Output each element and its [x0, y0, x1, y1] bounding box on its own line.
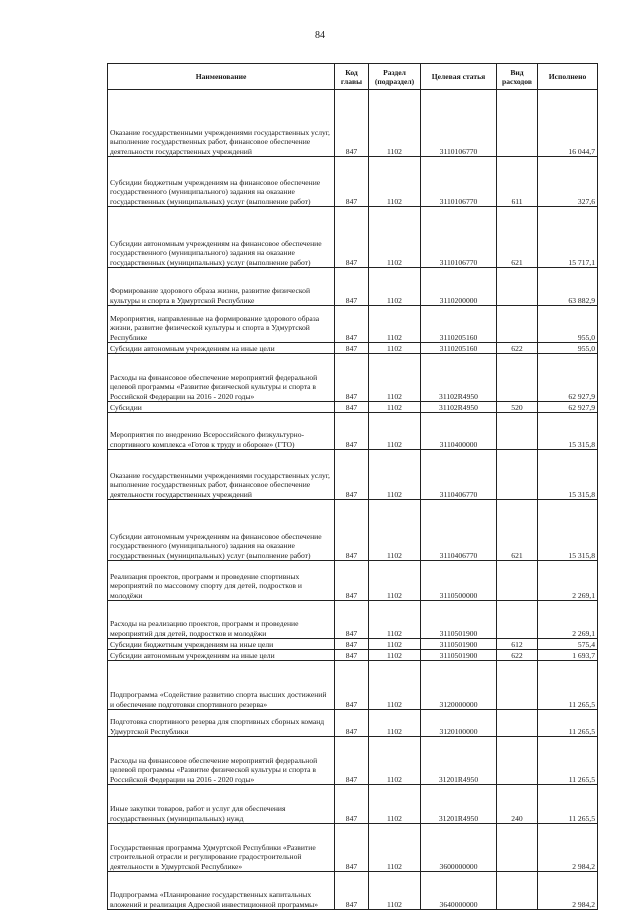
cell-section: 1102 [369, 207, 421, 268]
cell-target: 31201R4950 [421, 785, 497, 824]
cell-target: 3110106770 [421, 207, 497, 268]
cell-target: 3110501900 [421, 639, 497, 650]
cell-name: Формирование здорового образа жизни, развитие физической культуры и спорта в Удмуртской Республике [108, 268, 335, 306]
cell-type [497, 601, 538, 639]
table-row [108, 90, 598, 157]
cell-type [497, 450, 538, 500]
table-row [108, 500, 598, 561]
table-row [108, 450, 598, 500]
table-header-row [108, 64, 598, 90]
cell-code: 847 [335, 268, 369, 306]
cell-target: 3110400000 [421, 413, 497, 450]
header-executed: Исполнено [538, 64, 598, 90]
cell-name: Подпрограмма «Содействие развитию спорта высших достижений и обеспечение подготовки спортивного резерва» [108, 661, 335, 710]
table-row [108, 872, 598, 910]
cell-executed: 2 984,2 [538, 872, 598, 910]
cell-name: Расходы на финансовое обеспечение мероприятий федеральной целевой программы «Развитие физической культуры и спорта в Российской Федерации на 2016 - 2020 годы» [108, 354, 335, 402]
table-row [108, 413, 598, 450]
cell-executed: 15 315,8 [538, 500, 598, 561]
cell-type [497, 561, 538, 601]
cell-code: 847 [335, 824, 369, 872]
cell-type: 622 [497, 650, 538, 661]
cell-executed: 16 044,7 [538, 90, 598, 157]
budget-table [107, 63, 598, 910]
cell-section: 1102 [369, 354, 421, 402]
cell-type: 622 [497, 343, 538, 354]
header-target: Целевая статья [421, 64, 497, 90]
page-number: 84 [315, 30, 325, 41]
table-row [108, 268, 598, 306]
cell-type [497, 306, 538, 343]
cell-code: 847 [335, 872, 369, 910]
table-row [108, 343, 598, 354]
cell-executed: 11 265,5 [538, 710, 598, 737]
table-row [108, 737, 598, 785]
cell-name: Субсидии автономным учреждениям на иные цели [108, 343, 335, 354]
cell-type [497, 413, 538, 450]
cell-executed: 62 927,9 [538, 354, 598, 402]
cell-section: 1102 [369, 500, 421, 561]
cell-executed: 955,0 [538, 306, 598, 343]
cell-section: 1102 [369, 157, 421, 207]
cell-type [497, 661, 538, 710]
cell-code: 847 [335, 661, 369, 710]
cell-name: Субсидии автономным учреждениям на финансовое обеспечение государственного (муниципального) задания на оказание государственных (муниципальных) услуг (выполнение работ) [108, 500, 335, 561]
cell-code: 847 [335, 737, 369, 785]
table-row [108, 207, 598, 268]
cell-name: Субсидии [108, 402, 335, 413]
cell-code: 847 [335, 639, 369, 650]
cell-target: 3600000000 [421, 824, 497, 872]
cell-section: 1102 [369, 90, 421, 157]
cell-executed: 2 269,1 [538, 561, 598, 601]
table-row [108, 661, 598, 710]
cell-target: 3110205160 [421, 343, 497, 354]
cell-section: 1102 [369, 872, 421, 910]
cell-name: Оказание государственными учреждениями государственных услуг, выполнение государственных работ, финансовое обеспечение деятельности государственных учреждений [108, 450, 335, 500]
cell-name: Расходы на финансовое обеспечение мероприятий федеральной целевой программы «Развитие физической культуры и спорта в Российской Федерации на 2016 - 2020 годы» [108, 737, 335, 785]
cell-code: 847 [335, 500, 369, 561]
cell-name: Иные закупки товаров, работ и услуг для обеспечения государственных (муниципальных) нужд [108, 785, 335, 824]
cell-name: Реализация проектов, программ и проведение спортивных мероприятий по массовому спорту для детей, подростков и молодёжи [108, 561, 335, 601]
cell-code: 847 [335, 306, 369, 343]
cell-section: 1102 [369, 650, 421, 661]
cell-section: 1102 [369, 413, 421, 450]
cell-code: 847 [335, 561, 369, 601]
header-name: Наименование [108, 64, 335, 90]
cell-code: 847 [335, 90, 369, 157]
cell-section: 1102 [369, 343, 421, 354]
table-row [108, 402, 598, 413]
cell-name: Субсидии бюджетным учреждениям на финансовое обеспечение государственного (муниципального) задания на оказание государственных (муниципальных) услуг (выполнение работ) [108, 157, 335, 207]
cell-type [497, 872, 538, 910]
cell-target: 3110106770 [421, 90, 497, 157]
cell-type [497, 737, 538, 785]
table-row [108, 601, 598, 639]
cell-target: 3110406770 [421, 450, 497, 500]
cell-section: 1102 [369, 601, 421, 639]
cell-code: 847 [335, 354, 369, 402]
cell-type [497, 90, 538, 157]
cell-section: 1102 [369, 268, 421, 306]
table-row [108, 710, 598, 737]
cell-type: 621 [497, 207, 538, 268]
cell-target: 3110106770 [421, 157, 497, 207]
cell-name: Субсидии бюджетным учреждениям на иные цели [108, 639, 335, 650]
cell-executed: 955,0 [538, 343, 598, 354]
cell-name: Подготовка спортивного резерва для спортивных сборных команд Удмуртской Республики [108, 710, 335, 737]
cell-executed: 2 269,1 [538, 601, 598, 639]
cell-executed: 11 265,5 [538, 785, 598, 824]
table-row [108, 306, 598, 343]
table-row [108, 157, 598, 207]
table-row [108, 785, 598, 824]
cell-name: Субсидии автономным учреждениям на финансовое обеспечение государственного (муниципального) задания на оказание государственных (муниципальных) услуг (выполнение работ) [108, 207, 335, 268]
cell-executed: 575,4 [538, 639, 598, 650]
cell-type: 612 [497, 639, 538, 650]
cell-code: 847 [335, 402, 369, 413]
table-row [108, 639, 598, 650]
cell-target: 31201R4950 [421, 737, 497, 785]
cell-target: 3110200000 [421, 268, 497, 306]
cell-code: 847 [335, 710, 369, 737]
cell-section: 1102 [369, 824, 421, 872]
cell-code: 847 [335, 157, 369, 207]
cell-code: 847 [335, 207, 369, 268]
cell-name: Подпрограмма «Планирование государственных капитальных вложений и реализация Адресной инвестиционной программы» [108, 872, 335, 910]
table-row [108, 354, 598, 402]
cell-section: 1102 [369, 710, 421, 737]
cell-executed: 11 265,5 [538, 737, 598, 785]
cell-executed: 15 315,8 [538, 413, 598, 450]
cell-code: 847 [335, 650, 369, 661]
table-row [108, 824, 598, 872]
cell-executed: 11 265,5 [538, 661, 598, 710]
cell-executed: 15 717,1 [538, 207, 598, 268]
header-type: Вид расходов [497, 64, 538, 90]
cell-name: Оказание государственными учреждениями государственных услуг, выполнение государственных работ, финансовое обеспечение деятельности государственных учреждений [108, 90, 335, 157]
cell-type [497, 710, 538, 737]
cell-target: 3120100000 [421, 710, 497, 737]
cell-target: 3110500000 [421, 561, 497, 601]
cell-target: 3110406770 [421, 500, 497, 561]
cell-target: 31102R4950 [421, 354, 497, 402]
cell-code: 847 [335, 785, 369, 824]
cell-section: 1102 [369, 561, 421, 601]
cell-executed: 2 984,2 [538, 824, 598, 872]
cell-section: 1102 [369, 785, 421, 824]
header-code: Код главы [335, 64, 369, 90]
cell-target: 3120000000 [421, 661, 497, 710]
cell-code: 847 [335, 413, 369, 450]
cell-type: 611 [497, 157, 538, 207]
cell-target: 3110501900 [421, 601, 497, 639]
cell-type: 520 [497, 402, 538, 413]
cell-code: 847 [335, 450, 369, 500]
cell-type: 240 [497, 785, 538, 824]
cell-executed: 15 315,8 [538, 450, 598, 500]
cell-name: Мероприятия по внедрению Всероссийского физкультурно-спортивного комплекса «Готов к труду и обороне» (ГТО) [108, 413, 335, 450]
cell-type [497, 824, 538, 872]
cell-section: 1102 [369, 306, 421, 343]
cell-type [497, 268, 538, 306]
cell-section: 1102 [369, 661, 421, 710]
cell-type [497, 354, 538, 402]
cell-executed: 327,6 [538, 157, 598, 207]
cell-section: 1102 [369, 450, 421, 500]
cell-type: 621 [497, 500, 538, 561]
table-row [108, 650, 598, 661]
cell-section: 1102 [369, 639, 421, 650]
cell-executed: 62 927,9 [538, 402, 598, 413]
header-section: Раздел (подраздел) [369, 64, 421, 90]
cell-target: 3110205160 [421, 306, 497, 343]
cell-name: Мероприятия, направленные на формирование здорового образа жизни, развитие физической культуры и спорта в Удмуртской Республике [108, 306, 335, 343]
cell-section: 1102 [369, 402, 421, 413]
cell-target: 31102R4950 [421, 402, 497, 413]
table-row [108, 561, 598, 601]
cell-code: 847 [335, 601, 369, 639]
cell-section: 1102 [369, 737, 421, 785]
cell-target: 3640000000 [421, 872, 497, 910]
cell-name: Государственная программа Удмуртской Республики «Развитие строительной отрасли и регулирование градостроительной деятельности в Удмуртской Республике» [108, 824, 335, 872]
cell-target: 3110501900 [421, 650, 497, 661]
cell-name: Расходы на реализацию проектов, программ и проведение мероприятий для детей, подростков и молодёжи [108, 601, 335, 639]
cell-executed: 1 693,7 [538, 650, 598, 661]
cell-code: 847 [335, 343, 369, 354]
cell-name: Субсидии автономным учреждениям на иные цели [108, 650, 335, 661]
cell-executed: 63 882,9 [538, 268, 598, 306]
